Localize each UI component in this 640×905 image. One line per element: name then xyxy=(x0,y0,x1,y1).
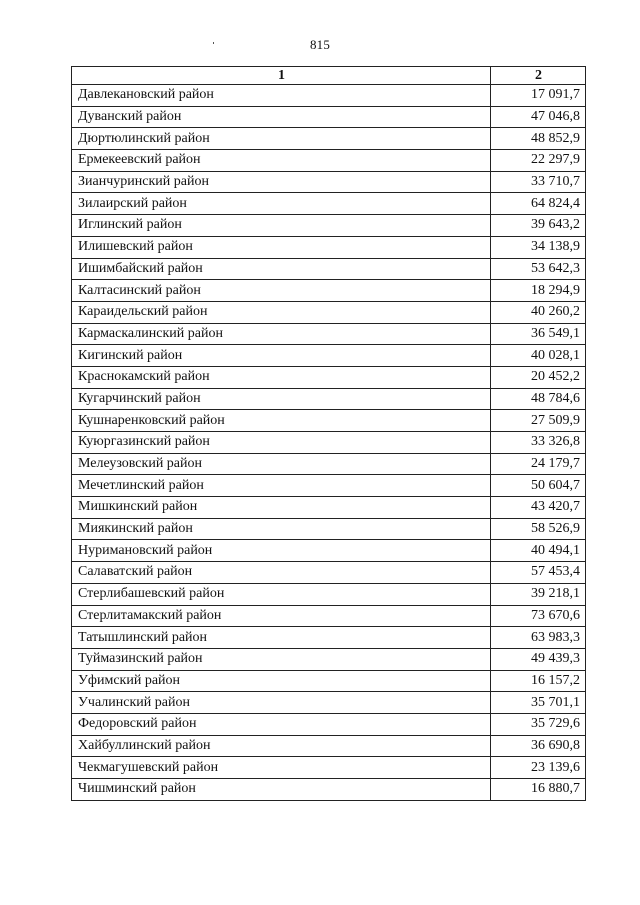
district-name-cell: Хайбуллинский район xyxy=(72,735,491,757)
district-name-cell: Мечетлинский район xyxy=(72,475,491,497)
amount-cell: 36 549,1 xyxy=(491,323,586,345)
amount-cell: 40 260,2 xyxy=(491,301,586,323)
district-name-cell: Дуванский район xyxy=(72,106,491,128)
amount-cell: 23 139,6 xyxy=(491,757,586,779)
amount-cell: 40 028,1 xyxy=(491,345,586,367)
table-row xyxy=(72,388,586,410)
district-name-cell: Кармаскалинский район xyxy=(72,323,491,345)
district-name-cell: Краснокамский район xyxy=(72,366,491,388)
district-name-cell: Чишминский район xyxy=(72,779,491,801)
table-row xyxy=(72,735,586,757)
amount-cell: 39 643,2 xyxy=(491,215,586,237)
table-row xyxy=(72,215,586,237)
amount-cell: 16 880,7 xyxy=(491,779,586,801)
district-name-cell: Иглинский район xyxy=(72,215,491,237)
amount-cell: 48 852,9 xyxy=(491,128,586,150)
amount-cell: 27 509,9 xyxy=(491,410,586,432)
amount-cell: 16 157,2 xyxy=(491,670,586,692)
table-row xyxy=(72,518,586,540)
district-name-cell: Салаватский район xyxy=(72,562,491,584)
district-name-cell: Калтасинский район xyxy=(72,280,491,302)
district-name-cell: Мишкинский район xyxy=(72,497,491,519)
table-row xyxy=(72,540,586,562)
district-name-cell: Татышлинский район xyxy=(72,627,491,649)
table-row xyxy=(72,280,586,302)
scan-speck xyxy=(213,42,214,44)
table-body xyxy=(72,67,586,801)
district-name-cell: Давлекановский район xyxy=(72,85,491,107)
amount-cell: 33 710,7 xyxy=(491,171,586,193)
amount-cell: 58 526,9 xyxy=(491,518,586,540)
table-row xyxy=(72,128,586,150)
amount-cell: 33 326,8 xyxy=(491,432,586,454)
table-row xyxy=(72,193,586,215)
table-row xyxy=(72,301,586,323)
district-name-cell: Учалинский район xyxy=(72,692,491,714)
table-row xyxy=(72,583,586,605)
table-row xyxy=(72,106,586,128)
district-name-cell: Кугарчинский район xyxy=(72,388,491,410)
amount-cell: 22 297,9 xyxy=(491,150,586,172)
district-name-cell: Ишимбайский район xyxy=(72,258,491,280)
data-table xyxy=(71,66,586,801)
district-name-cell: Дюртюлинский район xyxy=(72,128,491,150)
district-name-cell: Илишевский район xyxy=(72,236,491,258)
amount-cell: 17 091,7 xyxy=(491,85,586,107)
amount-cell: 36 690,8 xyxy=(491,735,586,757)
district-name-cell: Туймазинский район xyxy=(72,648,491,670)
amount-cell: 24 179,7 xyxy=(491,453,586,475)
table-row xyxy=(72,258,586,280)
amount-cell: 63 983,3 xyxy=(491,627,586,649)
column-header-1: 1 xyxy=(72,67,491,85)
district-name-cell: Мелеузовский район xyxy=(72,453,491,475)
amount-cell: 48 784,6 xyxy=(491,388,586,410)
table-row xyxy=(72,605,586,627)
amount-cell: 18 294,9 xyxy=(491,280,586,302)
table-row xyxy=(72,757,586,779)
district-name-cell: Куюргазинский район xyxy=(72,432,491,454)
header-row xyxy=(72,67,586,85)
amount-cell: 35 701,1 xyxy=(491,692,586,714)
table-row xyxy=(72,366,586,388)
district-name-cell: Стерлитамакский район xyxy=(72,605,491,627)
table-row xyxy=(72,779,586,801)
page-number: 815 xyxy=(309,37,331,52)
table-row xyxy=(72,432,586,454)
amount-cell: 64 824,4 xyxy=(491,193,586,215)
table-row xyxy=(72,323,586,345)
district-name-cell: Стерлибашевский район xyxy=(72,583,491,605)
table-row xyxy=(72,85,586,107)
district-name-cell: Кушнаренковский район xyxy=(72,410,491,432)
amount-cell: 47 046,8 xyxy=(491,106,586,128)
amount-cell: 34 138,9 xyxy=(491,236,586,258)
table-row xyxy=(72,692,586,714)
district-name-cell: Чекмагушевский район xyxy=(72,757,491,779)
district-name-cell: Зианчуринский район xyxy=(72,171,491,193)
amount-cell: 40 494,1 xyxy=(491,540,586,562)
district-name-cell: Кигинский район xyxy=(72,345,491,367)
district-name-cell: Нуримановский район xyxy=(72,540,491,562)
table-row xyxy=(72,497,586,519)
table-row xyxy=(72,713,586,735)
amount-cell: 57 453,4 xyxy=(491,562,586,584)
table-row xyxy=(72,648,586,670)
table-row xyxy=(72,475,586,497)
amount-cell: 39 218,1 xyxy=(491,583,586,605)
amount-cell: 20 452,2 xyxy=(491,366,586,388)
district-name-cell: Федоровский район xyxy=(72,713,491,735)
column-header-2: 2 xyxy=(491,67,586,85)
table-row xyxy=(72,171,586,193)
district-name-cell: Миякинский район xyxy=(72,518,491,540)
amount-cell: 35 729,6 xyxy=(491,713,586,735)
district-name-cell: Зилаирский район xyxy=(72,193,491,215)
table-row xyxy=(72,150,586,172)
amount-cell: 49 439,3 xyxy=(491,648,586,670)
table-row xyxy=(72,453,586,475)
district-name-cell: Ермекеевский район xyxy=(72,150,491,172)
district-name-cell: Караидельский район xyxy=(72,301,491,323)
amount-cell: 73 670,6 xyxy=(491,605,586,627)
amount-cell: 43 420,7 xyxy=(491,497,586,519)
table-row xyxy=(72,627,586,649)
table-row xyxy=(72,562,586,584)
table-row xyxy=(72,345,586,367)
table-row xyxy=(72,410,586,432)
amount-cell: 50 604,7 xyxy=(491,475,586,497)
table-row xyxy=(72,670,586,692)
table-row xyxy=(72,236,586,258)
district-name-cell: Уфимский район xyxy=(72,670,491,692)
amount-cell: 53 642,3 xyxy=(491,258,586,280)
